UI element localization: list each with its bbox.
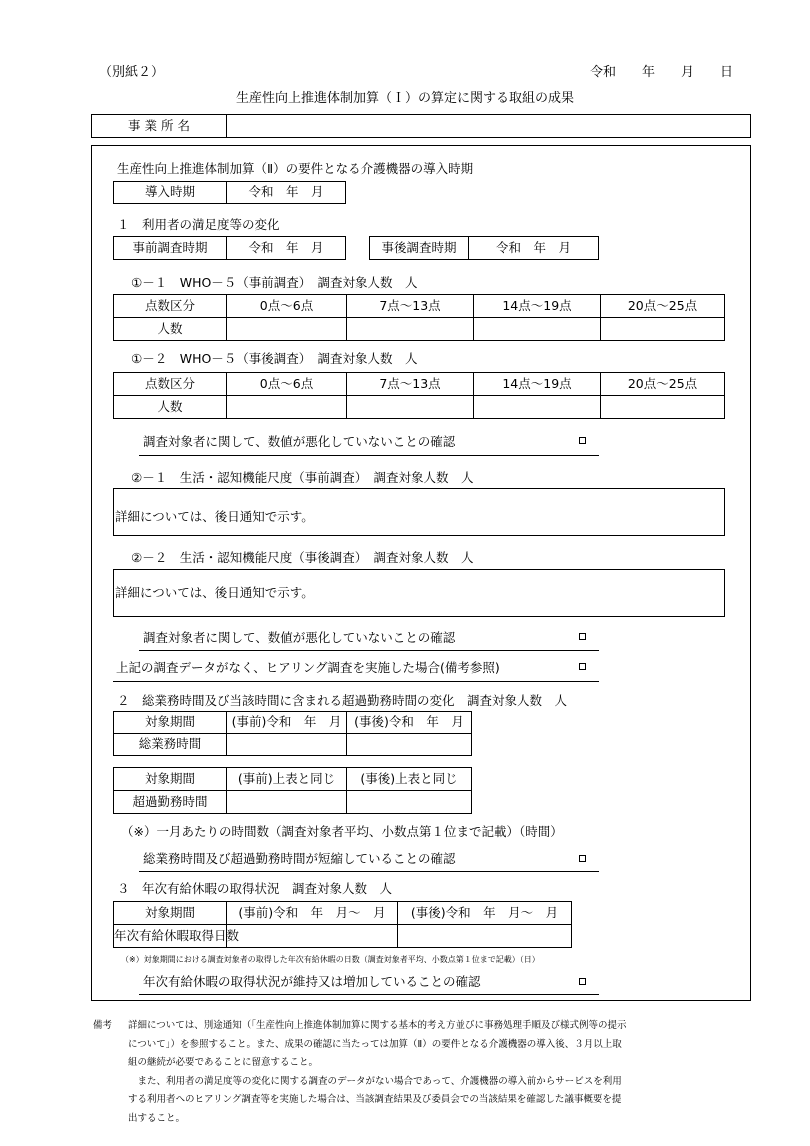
- who5-pre-heading: ①－１ WHO－５（事前調査） 調査対象人数 人: [131, 275, 418, 290]
- underline: [139, 871, 599, 872]
- overtime-table: [113, 767, 472, 814]
- score-range: 20点～25点: [601, 373, 725, 396]
- hearing-survey-label: 上記の調査データがなく、ヒアリング調査を実施した場合(備考参照): [116, 660, 500, 675]
- count-field[interactable]: [601, 318, 725, 341]
- intro-table: [113, 181, 346, 204]
- who5-pre-table: [113, 294, 725, 341]
- post-survey-label: 事後調査時期: [370, 237, 469, 260]
- work-hours-table: [113, 711, 472, 756]
- post-period-field[interactable]: (事後)令和 年 月: [347, 712, 472, 734]
- life-function-pre-text: 詳細については、後日通知で示す。: [115, 509, 314, 524]
- section2-heading: ２ 総業務時間及び当該時間に含まれる超過勤務時間の変化 調査対象人数 人: [117, 693, 568, 708]
- overtime-hours-label: 超過勤務時間: [114, 791, 227, 814]
- post-work-hours-field[interactable]: [347, 734, 472, 756]
- score-range: 14点～19点: [474, 373, 601, 396]
- pre-overtime-field[interactable]: [227, 791, 347, 814]
- underline: [113, 681, 599, 682]
- intro-date-field[interactable]: 令和 年 月: [227, 182, 346, 204]
- date-label: 令和 年 月 日: [590, 65, 734, 80]
- count-field[interactable]: [227, 396, 347, 419]
- leave-note: （※）対象期間における調査対象者の取得した年次有給休暇の日数（調査対象者平均、小数点第１位まで記載）（日）: [121, 955, 540, 964]
- remarks-line: する利用者へのヒアリング調査等を実施した場合は、当該調査結果及び委員会での当該結果を確認した議事概要を提: [128, 1094, 622, 1105]
- score-category-label: 点数区分: [114, 295, 227, 318]
- pre-period-field[interactable]: (事前)令和 年 月: [227, 712, 347, 734]
- who5-post-table: [113, 372, 725, 419]
- score-range: 7点～13点: [347, 373, 474, 396]
- confirm-leave-maintained-checkbox[interactable]: [579, 978, 586, 985]
- pre-survey-date-field[interactable]: 令和 年 月: [227, 237, 346, 260]
- post-leave-days-field[interactable]: [398, 925, 572, 948]
- post-survey-date-field[interactable]: 令和 年 月: [469, 237, 599, 260]
- count-field[interactable]: [347, 396, 474, 419]
- section3-heading: ３ 年次有給休暇の取得状況 調査対象人数 人: [117, 881, 393, 896]
- life-function-post-heading: ②－２ 生活・認知機能尺度（事後調査） 調査対象人数 人: [131, 550, 474, 565]
- confirm-no-deterioration-1-checkbox[interactable]: [579, 437, 586, 444]
- paid-leave-table: [113, 901, 572, 948]
- count-field[interactable]: [601, 396, 725, 419]
- hours-note: （※）一月あたりの時間数（調査対象者平均、小数点第１位まで記載）（時間）: [121, 824, 563, 839]
- form-title: 生産性向上推進体制加算（Ｉ）の算定に関する取組の成果: [235, 91, 574, 106]
- remarks-label: 備考: [93, 1020, 113, 1031]
- period-label: 対象期間: [114, 902, 227, 925]
- remarks-line: について」）を参照すること。また、成果の確認に当たっては加算（Ⅱ）の要件となる介護機器の導入後、３月以上取: [128, 1039, 622, 1050]
- underline: [139, 650, 599, 651]
- period-label: 対象期間: [114, 712, 227, 734]
- pre-work-hours-field[interactable]: [227, 734, 347, 756]
- intro-heading: 生産性向上推進体制加算（Ⅱ）の要件となる介護機器の導入時期: [117, 161, 474, 176]
- count-field[interactable]: [227, 318, 347, 341]
- office-label: 事 業 所 名: [92, 115, 227, 138]
- confirm-no-deterioration-1-label: 調査対象者に関して、数値が悪化していないことの確認: [143, 434, 456, 449]
- score-category-label: 点数区分: [114, 373, 227, 396]
- remarks-line: また、利用者の満足度等の変化に関する調査のデータがない場合であって、介護機器の導入前からサービスを利用: [128, 1076, 622, 1087]
- count-field[interactable]: [347, 318, 474, 341]
- remarks-line: 出すること。: [128, 1113, 186, 1124]
- score-range: 7点～13点: [347, 295, 474, 318]
- pre-period-field[interactable]: (事前)令和 年 月～ 月: [227, 902, 398, 925]
- pre-leave-days-field[interactable]: [227, 925, 398, 948]
- post-period-same: (事後)上表と同じ: [347, 768, 472, 791]
- pre-survey-table: [113, 236, 346, 260]
- paid-leave-days-label: 年次有給休暇取得日数: [114, 925, 227, 948]
- score-range: 0点～6点: [227, 295, 347, 318]
- intro-label: 導入時期: [114, 182, 227, 204]
- life-function-pre-box: [113, 488, 725, 536]
- hearing-survey-checkbox[interactable]: [579, 663, 586, 670]
- period-label: 対象期間: [114, 768, 227, 791]
- post-overtime-field[interactable]: [347, 791, 472, 814]
- confirm-no-deterioration-2-checkbox[interactable]: [579, 633, 586, 640]
- underline: [139, 455, 599, 456]
- score-range: 14点～19点: [474, 295, 601, 318]
- life-function-post-box: [113, 569, 725, 617]
- post-survey-table: [369, 236, 599, 260]
- attachment-label: （別紙２）: [99, 65, 165, 80]
- who5-post-heading: ①－２ WHO－５（事後調査） 調査対象人数 人: [131, 351, 418, 366]
- post-period-field[interactable]: (事後)令和 年 月～ 月: [398, 902, 572, 925]
- count-label: 人数: [114, 396, 227, 419]
- office-table: [91, 114, 751, 138]
- count-field[interactable]: [474, 318, 601, 341]
- underline: [139, 994, 599, 995]
- score-range: 20点～25点: [601, 295, 725, 318]
- confirm-no-deterioration-2-label: 調査対象者に関して、数値が悪化していないことの確認: [143, 630, 456, 645]
- total-work-hours-label: 総業務時間: [114, 734, 227, 756]
- score-range: 0点～6点: [227, 373, 347, 396]
- confirm-leave-maintained-label: 年次有給休暇の取得状況が維持又は増加していることの確認: [143, 974, 481, 989]
- section1-heading: １ 利用者の満足度等の変化: [117, 217, 280, 232]
- remarks-line: 詳細については、別途通知（「生産性向上推進体制加算に関する基本的考え方並びに事務処理手順及び様式例等の提示: [128, 1020, 627, 1031]
- count-label: 人数: [114, 318, 227, 341]
- pre-survey-label: 事前調査時期: [114, 237, 227, 260]
- count-field[interactable]: [474, 396, 601, 419]
- office-name-field[interactable]: [227, 115, 751, 138]
- confirm-hours-reduced-label: 総業務時間及び超過勤務時間が短縮していることの確認: [143, 851, 456, 866]
- pre-period-same: (事前)上表と同じ: [227, 768, 347, 791]
- life-function-pre-heading: ②－１ 生活・認知機能尺度（事前調査） 調査対象人数 人: [131, 470, 474, 485]
- remarks-line: 組の継続が必要であることに留意すること。: [128, 1057, 319, 1068]
- confirm-hours-reduced-checkbox[interactable]: [579, 855, 586, 862]
- life-function-post-text: 詳細については、後日通知で示す。: [115, 585, 314, 600]
